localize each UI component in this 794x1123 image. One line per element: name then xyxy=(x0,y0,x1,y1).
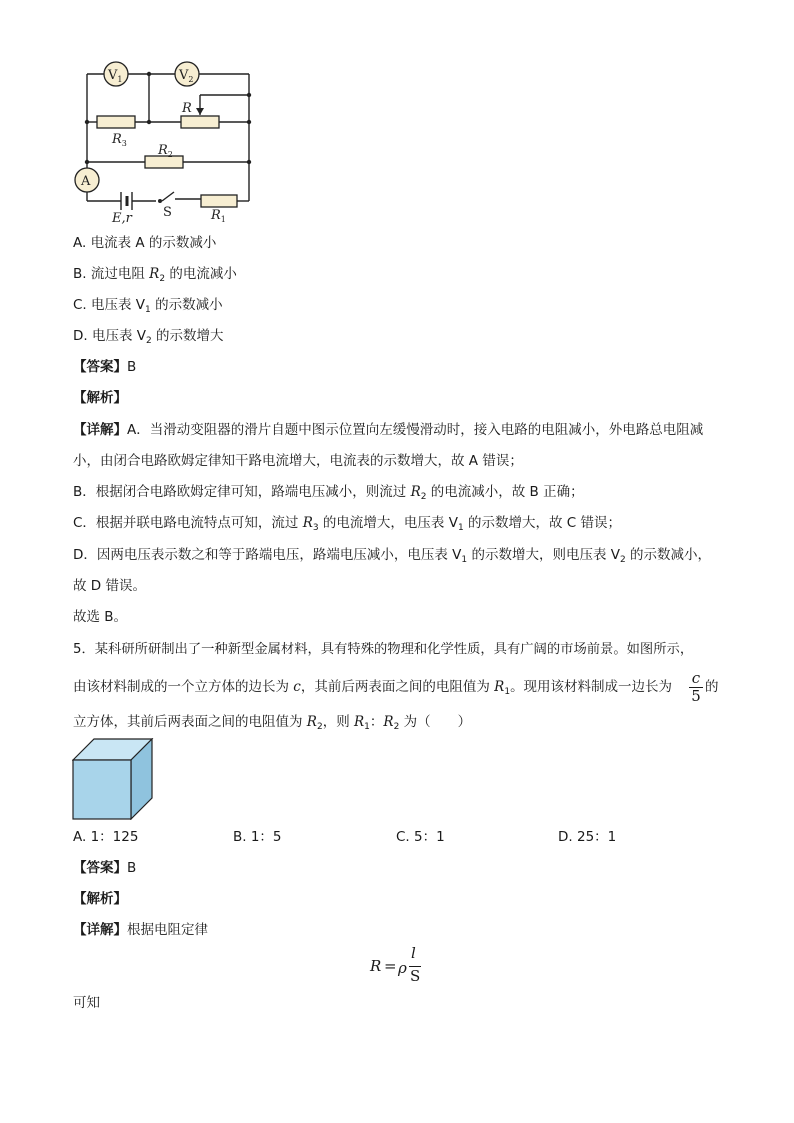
option-a: A. 电流表 A 的示数减小 xyxy=(73,235,217,251)
q4-analysis-label: 【解析】 xyxy=(73,390,127,406)
q5-answer: 【答案】B xyxy=(73,860,137,876)
cube-illustration xyxy=(72,738,154,820)
q4-detail-a-line2: 小，由闭合电路欧姆定律知干路电流增大，电流表的示数增大，故 A 错误； xyxy=(73,453,523,469)
q4-detail-b: B．根据闭合电路欧姆定律可知，路端电压减小，则流过 $R_2$ 的电流减小，故 B 正确； xyxy=(73,484,584,502)
q5-stem-line3: 立方体，其前后两表面之间的电阻值为 $R_2$，则 $R_1$：$R_2$ 为（ ） xyxy=(73,714,472,732)
option-b: B. 流过电阻 $R_2$ 的电流减小 xyxy=(73,266,237,284)
resistor-r3 xyxy=(97,116,135,128)
q5-stem-line2-end: 的 xyxy=(705,679,719,695)
rheostat-r xyxy=(181,116,219,128)
q4-detail-c: C．根据并联电路电流特点可知，流过 $R_3$ 的电流增大，电压表 $V_1$ 的示数增大，故 C 错误； xyxy=(73,515,621,533)
q4-conclusion: 故选 B。 xyxy=(73,609,128,625)
q5-analysis-label: 【解析】 xyxy=(73,891,127,907)
r2-label: $R_2$ xyxy=(158,143,173,159)
r-label: R xyxy=(182,101,192,116)
option-d: D. 电压表 $V_2$ 的示数增大 xyxy=(73,328,224,346)
switch-blade xyxy=(162,192,174,201)
er-label: E,r xyxy=(112,211,132,226)
q5-keyi: 可知 xyxy=(73,995,100,1011)
v2-label: $V_2$ xyxy=(179,68,194,84)
circuit-diagram xyxy=(70,58,260,230)
option-c: C. 电压表 $V_1$ 的示数减小 xyxy=(73,297,223,315)
q5-stem-line2: 由该材料制成的一个立方体的边长为 c，其前后两表面之间的电阻值为 $R_1$。现用该材料制成一边长为 xyxy=(73,679,673,697)
q5-choice-c: C. 5：1 xyxy=(396,829,445,845)
q4-detail-d: D．因两电压表示数之和等于路端电压，路端电压减小，电压表 $V_1$ 的示数增大，则电压表 $V_2$ 的示数减小， xyxy=(73,547,712,565)
q5-detail: 【详解】根据电阻定律 xyxy=(73,922,208,938)
q4-detail-d-line2: 故 D 错误。 xyxy=(73,578,146,594)
q5-choice-a: A. 1：125 xyxy=(73,829,139,845)
q5-choice-d: D. 25：1 xyxy=(558,829,617,845)
fraction-c-over-5: c 5 xyxy=(687,669,705,705)
r3-label: $R_3$ xyxy=(112,132,127,148)
q4-detail-a-line1: 【详解】A．当滑动变阻器的滑片自题中图示位置向左缓慢滑动时，接入电路的电阻减小，外电路总电阻减 xyxy=(73,422,704,438)
resistor-r1 xyxy=(201,195,237,207)
r1-label: $R_1$ xyxy=(211,208,226,224)
q5-stem-line1: 5．某科研所研制出了一种新型金属材料，具有特殊的物理和化学性质，具有广阔的市场前景。如图所示， xyxy=(73,642,694,657)
a-label: A xyxy=(81,174,91,189)
s-label: S xyxy=(163,205,172,220)
q4-answer: 【答案】B xyxy=(73,359,137,375)
q5-choice-b: B. 1：5 xyxy=(233,829,282,845)
v1-label: $V_1$ xyxy=(108,68,123,84)
resistance-formula: R = ρ l S xyxy=(370,944,421,985)
cube-front-face xyxy=(73,760,131,819)
